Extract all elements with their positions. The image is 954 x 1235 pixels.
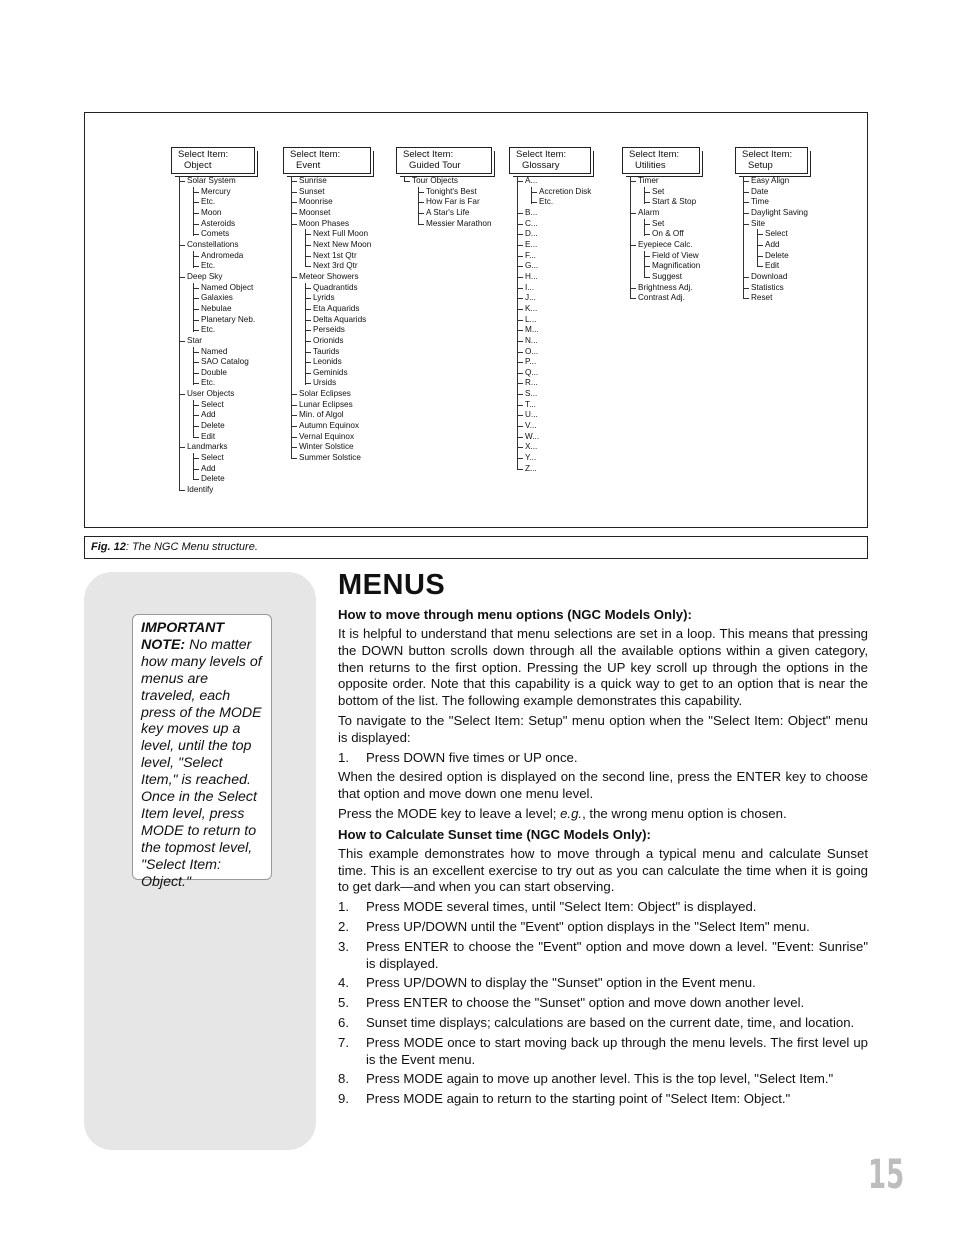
menu-option: I... [517, 283, 591, 294]
list-item [338, 1015, 868, 1032]
menu-option: T... [517, 400, 591, 411]
menu-option: V... [517, 421, 591, 432]
menu-option: Moonrise [291, 197, 371, 208]
list-number: 1. [338, 899, 349, 915]
menu-option: Alarm [630, 208, 700, 219]
menu-header [396, 147, 492, 174]
submenu-option: Etc. [193, 325, 255, 336]
list-number: 5. [338, 995, 349, 1011]
menu-option: Eyepiece Calc. [630, 240, 700, 251]
note-body: No matter how many levels of menus are traveled, each press of the MODE key moves up a level, until the top level, "Select Item," is reached. Once in the Select Item level, press MODE to return to the topmost level, "Select Item: Object." [141, 636, 262, 890]
submenu-option: Andromeda [193, 251, 255, 262]
menu-option: Star [179, 336, 255, 347]
submenu-option: Eta Aquarids [305, 304, 371, 315]
menu-header-category: Guided Tour [409, 160, 461, 171]
menu-header-category: Object [184, 160, 212, 171]
note-title: IMPORTANT NOTE: [141, 620, 225, 653]
menu-option: Solar Eclipses [291, 389, 371, 400]
list-text: Press UP/DOWN until the "Event" option displays in the "Select Item" menu. [366, 918, 810, 934]
menu-tree [291, 176, 371, 464]
submenu-option: Delta Aquarids [305, 315, 371, 326]
menu-option: Date [743, 187, 808, 198]
submenu-option: Etc. [193, 261, 255, 272]
list-number: 4. [338, 975, 349, 991]
menu-column [171, 147, 255, 496]
submenu [531, 187, 591, 208]
submenu-option: Named Object [193, 283, 255, 294]
menu-option: F... [517, 251, 591, 262]
submenu-option: Planetary Neb. [193, 315, 255, 326]
submenu-option: Etc. [193, 378, 255, 389]
list-number: 9. [338, 1091, 349, 1107]
submenu-option: Edit [757, 261, 808, 272]
list-item [338, 899, 868, 916]
tree-connector [630, 176, 631, 299]
submenu-option: Ursids [305, 378, 371, 389]
menu-option: Download [743, 272, 808, 283]
submenu-option: Start & Stop [644, 197, 700, 208]
menu-header [283, 147, 371, 174]
menu-option: D... [517, 229, 591, 240]
text-emphasis: e.g. [560, 805, 583, 821]
menu-option: Sunrise [291, 176, 371, 187]
submenu [305, 229, 371, 272]
page-number: 15 [868, 1152, 905, 1198]
list-text: Press DOWN five times or UP once. [366, 749, 578, 765]
submenu-option: Next New Moon [305, 240, 371, 251]
list-text: Press ENTER to choose the "Sunset" option and move down another level. [366, 995, 805, 1011]
menu-option: P... [517, 357, 591, 368]
menu-option: Contrast Adj. [630, 293, 700, 304]
section-heading-sunset: How to Calculate Sunset time (NGC Models Only): [338, 826, 651, 842]
menu-option: Winter Solstice [291, 442, 371, 453]
submenu-option: Geminids [305, 368, 371, 379]
submenu-option: Lyrids [305, 293, 371, 304]
list-number: 7. [338, 1034, 349, 1050]
list-number: 8. [338, 1071, 349, 1087]
submenu-option: Magnification [644, 261, 700, 272]
submenu-option: Double [193, 368, 255, 379]
side-panel [84, 572, 316, 1150]
menu-header-line: Select Item: [629, 149, 680, 160]
submenu-option: Asteroids [193, 219, 255, 230]
submenu-option: Field of View [644, 251, 700, 262]
submenu-option: Tonight's Best [418, 187, 492, 198]
text: , the wrong menu option is chosen. [582, 805, 787, 821]
submenu-option: Moon [193, 208, 255, 219]
submenu [644, 251, 700, 283]
menu-option: A... [517, 176, 591, 187]
list-number: 2. [338, 918, 349, 934]
menu-header [735, 147, 808, 174]
submenu [193, 187, 255, 240]
submenu-option: Set [644, 187, 700, 198]
paragraph: When the desired option is displayed on the second line, press the ENTER key to choose that option and move down one menu level. [338, 769, 868, 802]
submenu-option: Add [757, 240, 808, 251]
menu-option: Identify [179, 485, 255, 496]
menu-column [283, 147, 371, 464]
menu-option: User Objects [179, 389, 255, 400]
submenu [193, 283, 255, 336]
paragraph: This example demonstrates how to move through a typical menu and calculate Sunset time. This is an excellent exercise to try out as you can calculate the time when it is going to get dark—and when you can start observing. [338, 845, 868, 895]
submenu-option: Mercury [193, 187, 255, 198]
menu-header-line: Select Item: [290, 149, 341, 160]
page-title: MENUS [338, 569, 446, 601]
main-content [338, 568, 868, 1111]
submenu-option: On & Off [644, 229, 700, 240]
paragraph: It is helpful to understand that menu selections are set in a loop. This means that pressing the DOWN button scrolls down through all the available options within a given category, then returns to the first option. Pressing the UP key scroll up through the options in the opposite order. Note that this capability is a quick way to get to an option that is near the bottom of the list. The following example demonstrates this capability. [338, 626, 868, 709]
submenu-option: Next 3rd Qtr [305, 261, 371, 272]
menu-option: Deep Sky [179, 272, 255, 283]
menu-option: Y... [517, 453, 591, 464]
menu-column [735, 147, 808, 304]
menu-option: Z... [517, 464, 591, 475]
list-text: Press ENTER to choose the "Event" option and move down a level. "Event: Sunrise" is displayed. [366, 938, 868, 971]
list-text: Press MODE again to return to the starting point of "Select Item: Object." [366, 1091, 791, 1107]
menu-option: Autumn Equinox [291, 421, 371, 432]
menu-option: Timer [630, 176, 700, 187]
section-heading-menu-options: How to move through menu options (NGC Models Only): [338, 607, 692, 622]
menu-option: Solar System [179, 176, 255, 187]
submenu-option: SAO Catalog [193, 357, 255, 368]
submenu [193, 251, 255, 272]
menu-option: G... [517, 261, 591, 272]
menu-tree [404, 176, 492, 229]
menu-header-line: Select Item: [516, 149, 567, 160]
submenu-option: Add [193, 410, 255, 421]
menu-option: Tour Objects [404, 176, 492, 187]
steps-list-navigation [338, 750, 868, 767]
submenu [644, 187, 700, 208]
submenu-option: Comets [193, 229, 255, 240]
text: Press the MODE key to leave a level; [338, 805, 561, 821]
menu-option: M... [517, 325, 591, 336]
menu-header-line: Select Item: [742, 149, 793, 160]
list-number: 3. [338, 938, 349, 954]
submenu-option: Quadrantids [305, 283, 371, 294]
steps-list-sunset [338, 899, 868, 1108]
menu-column [509, 147, 591, 474]
list-number: 1. [338, 749, 349, 765]
menu-header-category: Glossary [522, 160, 560, 171]
list-item [338, 975, 868, 992]
list-text: Press MODE again to move up another level. This is the top level, "Select Item." [366, 1071, 834, 1087]
list-item [338, 919, 868, 936]
submenu-option: Select [193, 400, 255, 411]
list-item [338, 939, 868, 973]
menu-structure-figure [84, 112, 868, 528]
submenu-option: Add [193, 464, 255, 475]
menu-header [509, 147, 591, 174]
list-number: 6. [338, 1014, 349, 1030]
menu-header [622, 147, 700, 174]
submenu-option: How Far is Far [418, 197, 492, 208]
submenu-option: Next Full Moon [305, 229, 371, 240]
menu-header-line: Select Item: [403, 149, 454, 160]
menu-tree [517, 176, 591, 474]
submenu-option: Galaxies [193, 293, 255, 304]
submenu [644, 219, 700, 240]
menu-option: L... [517, 315, 591, 326]
caption-text: : The NGC Menu structure. [125, 541, 258, 553]
menu-tree [179, 176, 255, 496]
submenu [193, 347, 255, 390]
menu-option: Summer Solstice [291, 453, 371, 464]
menu-header-category: Setup [748, 160, 773, 171]
caption-label: Fig. 12 [91, 541, 126, 553]
menu-option: W... [517, 432, 591, 443]
submenu-option: Edit [193, 432, 255, 443]
menu-option: Q... [517, 368, 591, 379]
menu-option: Lunar Eclipses [291, 400, 371, 411]
submenu [418, 187, 492, 230]
list-text: Press UP/DOWN to display the "Sunset" option in the Event menu. [366, 975, 756, 991]
submenu-option: Delete [193, 421, 255, 432]
menu-option: Site [743, 219, 808, 230]
menu-header-category: Utilities [635, 160, 666, 171]
menu-option: Brightness Adj. [630, 283, 700, 294]
submenu-option: Etc. [531, 197, 591, 208]
submenu-option: Nebulae [193, 304, 255, 315]
menu-option: S... [517, 389, 591, 400]
list-text: Press MODE once to start moving back up through the menu levels. The first level up is the Event menu. [366, 1034, 868, 1067]
menu-header [171, 147, 255, 174]
menu-option: Statistics [743, 283, 808, 294]
menu-header-category: Event [296, 160, 321, 171]
menu-option: J... [517, 293, 591, 304]
list-item [338, 995, 868, 1012]
list-text: Sunset time displays; calculations are based on the current date, time, and location. [366, 1014, 855, 1030]
menu-option: Sunset [291, 187, 371, 198]
menu-option: X... [517, 442, 591, 453]
menu-option: Vernal Equinox [291, 432, 371, 443]
menu-option: Min. of Algol [291, 410, 371, 421]
submenu [757, 229, 808, 272]
menu-option: C... [517, 219, 591, 230]
menu-option: U... [517, 410, 591, 421]
submenu [193, 400, 255, 443]
submenu-option: Perseids [305, 325, 371, 336]
menu-option: B... [517, 208, 591, 219]
paragraph [338, 806, 868, 823]
menu-option: Moonset [291, 208, 371, 219]
submenu [305, 283, 371, 390]
submenu-option: Set [644, 219, 700, 230]
menu-option: Moon Phases [291, 219, 371, 230]
menu-option: N... [517, 336, 591, 347]
list-item [338, 750, 868, 767]
submenu-option: Etc. [193, 197, 255, 208]
submenu-option: Select [193, 453, 255, 464]
submenu-option: Next 1st Qtr [305, 251, 371, 262]
menu-option: Easy Align [743, 176, 808, 187]
submenu-option: A Star's Life [418, 208, 492, 219]
menu-column [396, 147, 492, 229]
menu-option: Reset [743, 293, 808, 304]
list-text: Press MODE several times, until "Select Item: Object" is displayed. [366, 899, 757, 915]
submenu-option: Leonids [305, 357, 371, 368]
menu-column [622, 147, 700, 304]
submenu [193, 453, 255, 485]
submenu-option: Messier Marathon [418, 219, 492, 230]
list-item [338, 1035, 868, 1069]
menu-option: O... [517, 347, 591, 358]
menu-option: E... [517, 240, 591, 251]
important-note [132, 614, 272, 890]
submenu-option: Select [757, 229, 808, 240]
menu-option: Constellations [179, 240, 255, 251]
paragraph: To navigate to the "Select Item: Setup" menu option when the "Select Item: Object" menu is displayed: [338, 712, 868, 745]
figure-caption [84, 536, 868, 559]
list-item [338, 1071, 868, 1088]
menu-option: Meteor Showers [291, 272, 371, 283]
menu-header-line: Select Item: [178, 149, 229, 160]
submenu-option: Named [193, 347, 255, 358]
submenu-option: Orionids [305, 336, 371, 347]
submenu-option: Taurids [305, 347, 371, 358]
menu-option: R... [517, 378, 591, 389]
menu-tree [743, 176, 808, 304]
list-item [338, 1091, 868, 1108]
menu-option: Daylight Saving [743, 208, 808, 219]
menu-option: Time [743, 197, 808, 208]
submenu-option: Suggest [644, 272, 700, 283]
menu-option: H... [517, 272, 591, 283]
menu-option: Landmarks [179, 442, 255, 453]
menu-option: K... [517, 304, 591, 315]
submenu-option: Delete [757, 251, 808, 262]
submenu-option: Delete [193, 474, 255, 485]
submenu-option: Accretion Disk [531, 187, 591, 198]
menu-tree [630, 176, 700, 304]
